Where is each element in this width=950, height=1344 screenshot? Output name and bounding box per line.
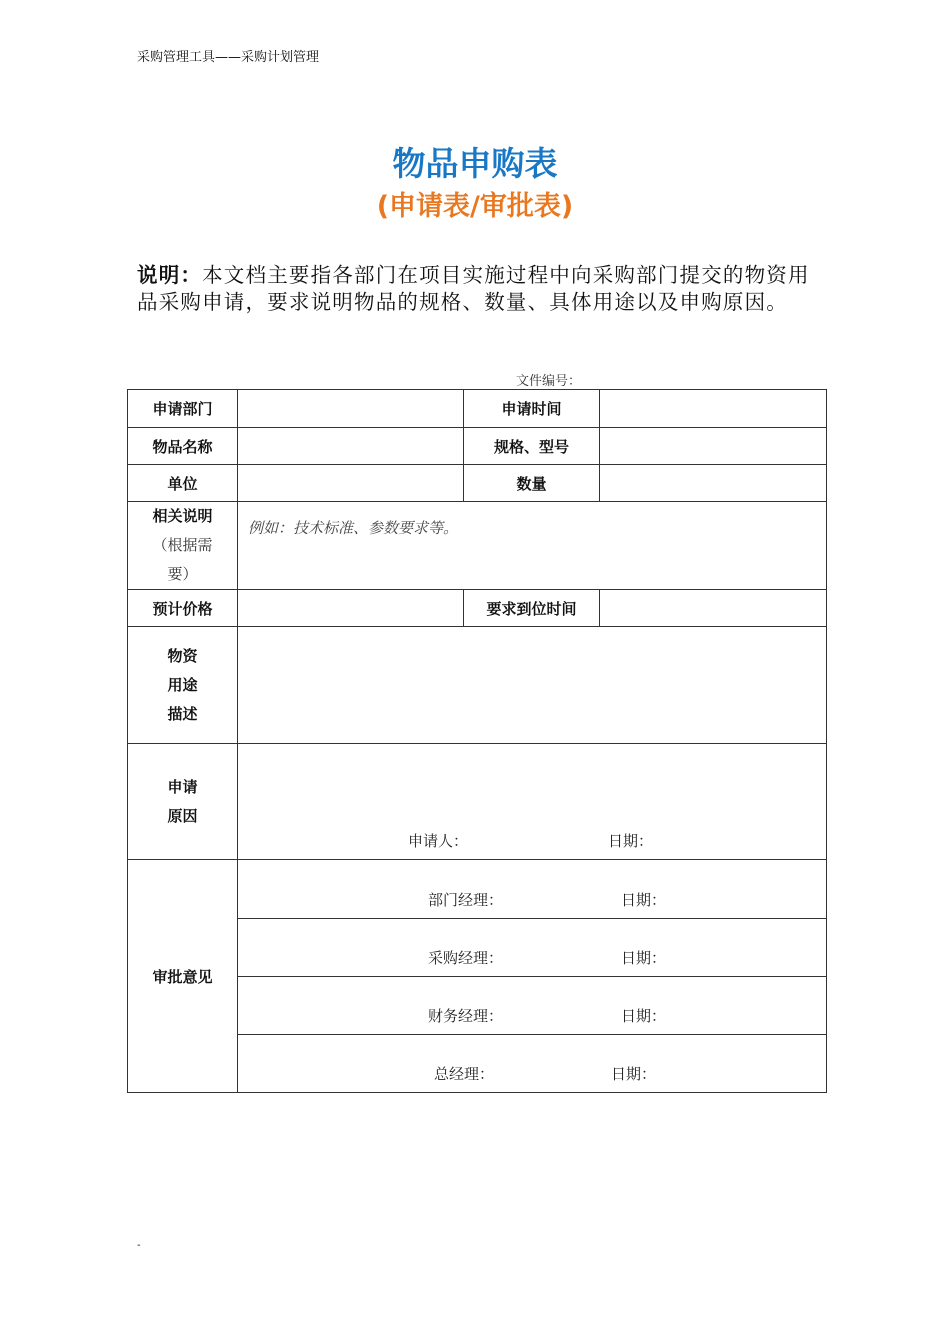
usage-l2: 用途 — [167, 675, 198, 694]
reason-field[interactable] — [238, 744, 827, 860]
general-manager-row[interactable] — [238, 1035, 827, 1093]
page-subtitle: (申请表/审批表) — [376, 191, 574, 222]
apply-time-label: 申请时间 — [464, 390, 600, 428]
unit-field[interactable] — [238, 465, 464, 502]
arrival-time-field[interactable] — [600, 590, 827, 627]
price-label: 预计价格 — [128, 590, 238, 627]
file-number-label: 文件编号： — [516, 374, 582, 389]
applicant-date-label: 日期： — [608, 832, 654, 850]
date-label: 日期： — [621, 1007, 667, 1025]
general-manager-label: 总经理： — [434, 1065, 495, 1083]
spec-label: 规格、型号 — [464, 428, 600, 465]
price-field[interactable] — [238, 590, 464, 627]
dept-field[interactable] — [238, 390, 464, 428]
apply-time-field[interactable] — [600, 390, 827, 428]
approval-label: 审批意见 — [128, 860, 238, 1093]
spec-field[interactable] — [600, 428, 827, 465]
dept-label: 申请部门 — [128, 390, 238, 428]
reason-label — [128, 744, 238, 860]
quantity-label: 数量 — [464, 465, 600, 502]
page-header: 采购管理工具——采购计划管理 — [137, 50, 320, 65]
item-name-label: 物品名称 — [128, 428, 238, 465]
reason-l1: 申请 — [167, 777, 198, 796]
finance-manager-row[interactable] — [238, 977, 827, 1035]
usage-label — [128, 627, 238, 744]
reason-l2: 原因 — [167, 806, 198, 825]
usage-l1: 物资 — [167, 646, 198, 665]
date-label: 日期： — [611, 1065, 657, 1083]
date-label: 日期： — [621, 949, 667, 967]
arrival-time-label: 要求到位时间 — [464, 590, 600, 627]
notes-sub2: 要） — [167, 565, 198, 583]
notes-label — [128, 502, 238, 590]
notes-sub1: （根据需 — [152, 536, 213, 554]
notes-field[interactable]: 例如：技术标准、参数要求等。 — [238, 502, 827, 590]
usage-field[interactable] — [238, 627, 827, 744]
page-title: 物品申购表 — [392, 144, 558, 183]
applicant-label: 申请人： — [408, 832, 469, 850]
request-form-table — [127, 389, 827, 1093]
page-footer: - — [137, 1240, 141, 1251]
description-label: 说明： — [137, 263, 203, 287]
dept-manager-label: 部门经理： — [428, 891, 504, 909]
item-name-field[interactable] — [238, 428, 464, 465]
date-label: 日期： — [621, 891, 667, 909]
description-text: 本文档主要指各部门在项目实施过程中向采购部门提交的物资用品采购申请，要求说明物品的规格、数量、具体用途以及申购原因。 — [137, 263, 810, 314]
unit-label: 单位 — [128, 465, 238, 502]
purchase-manager-row[interactable] — [238, 919, 827, 977]
quantity-field[interactable] — [600, 465, 827, 502]
notes-title: 相关说明 — [152, 507, 213, 525]
purchase-manager-label: 采购经理： — [428, 949, 504, 967]
dept-manager-row[interactable] — [238, 860, 827, 919]
finance-manager-label: 财务经理： — [428, 1007, 504, 1025]
usage-l3: 描述 — [167, 704, 198, 723]
description — [137, 262, 817, 316]
